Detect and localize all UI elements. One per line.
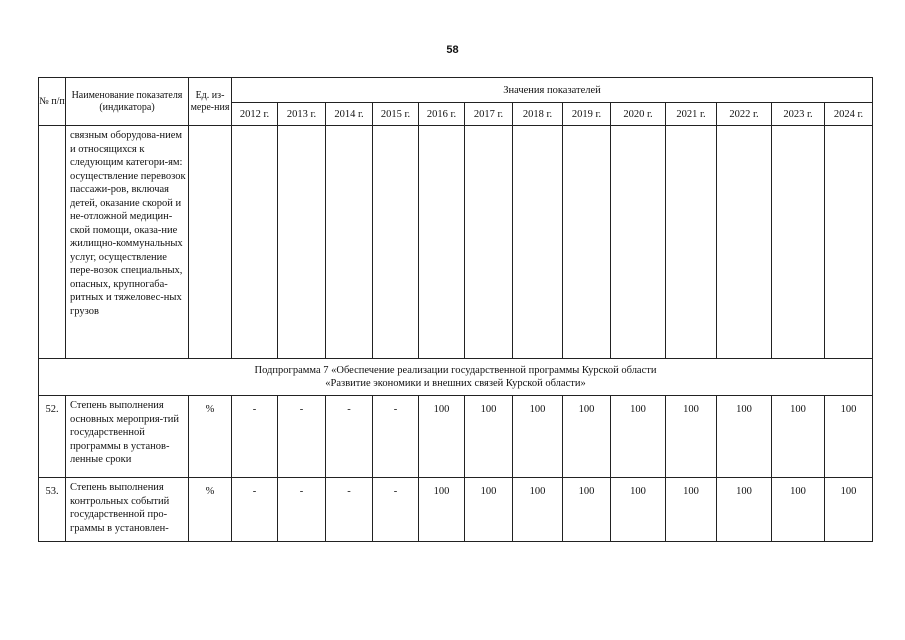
row-value: 100 bbox=[465, 396, 513, 478]
header-num: № п/п bbox=[39, 78, 66, 126]
row-name: Степень выполнения основных мероприя-тий государственной программы в установ-ленные сроки bbox=[66, 396, 189, 478]
empty-cell bbox=[419, 126, 465, 359]
continuation-name-cell: связным оборудова-нием и относящихся к следующим категори-ям: осуществление перевозок пассажи-ров, включая детей, оказание скорой и не-отложной медицин-ской помощи, оказа-ние жилищно-коммунальных услуг, осуществление пере-возок специальных, опасных, крупногаба-ритных и тяжеловес-ных грузов bbox=[66, 126, 189, 359]
subprogram-line-1: Подпрограмма 7 «Обеспечение реализации государственной программы Курской области bbox=[254, 365, 657, 376]
row-value: 100 bbox=[419, 396, 465, 478]
header-year: 2020 г. bbox=[611, 103, 666, 126]
row-unit: % bbox=[189, 478, 232, 542]
row-value: 100 bbox=[666, 478, 717, 542]
row-value: 100 bbox=[825, 396, 873, 478]
row-value: - bbox=[232, 478, 278, 542]
subprogram-heading bbox=[39, 359, 873, 396]
row-number: 52. bbox=[39, 396, 66, 478]
empty-cell bbox=[278, 126, 326, 359]
row-value: - bbox=[373, 478, 419, 542]
row-name: Степень выполнения контрольных событий государственной про-граммы в установлен- bbox=[66, 478, 189, 542]
header-values-title: Значения показателей bbox=[232, 78, 873, 103]
header-year: 2016 г. bbox=[419, 103, 465, 126]
row-number: 53. bbox=[39, 478, 66, 542]
header-year: 2015 г. bbox=[373, 103, 419, 126]
row-value: 100 bbox=[465, 478, 513, 542]
header-year: 2012 г. bbox=[232, 103, 278, 126]
empty-cell bbox=[666, 126, 717, 359]
header-name: Наименование показателя (индикатора) bbox=[66, 78, 189, 126]
row-value: 100 bbox=[513, 396, 563, 478]
header-row-top bbox=[39, 78, 873, 103]
row-value: 100 bbox=[717, 396, 772, 478]
header-year: 2022 г. bbox=[717, 103, 772, 126]
continuation-row bbox=[39, 126, 873, 359]
header-year: 2013 г. bbox=[278, 103, 326, 126]
row-value: 100 bbox=[513, 478, 563, 542]
row-value: 100 bbox=[563, 478, 611, 542]
empty-cell bbox=[717, 126, 772, 359]
empty-cell bbox=[465, 126, 513, 359]
row-value: - bbox=[278, 478, 326, 542]
header-year: 2023 г. bbox=[772, 103, 825, 126]
continuation-unit-cell bbox=[189, 126, 232, 359]
header-unit: Ед. из-мере-ния bbox=[189, 78, 232, 126]
row-value: 100 bbox=[717, 478, 772, 542]
header-year: 2017 г. bbox=[465, 103, 513, 126]
table-row bbox=[39, 396, 873, 478]
row-value: - bbox=[278, 396, 326, 478]
empty-cell bbox=[563, 126, 611, 359]
page-number: 58 bbox=[446, 44, 459, 56]
header-year: 2021 г. bbox=[666, 103, 717, 126]
row-value: 100 bbox=[611, 396, 666, 478]
empty-cell bbox=[513, 126, 563, 359]
row-value: - bbox=[326, 478, 373, 542]
header-year: 2024 г. bbox=[825, 103, 873, 126]
row-value: 100 bbox=[666, 396, 717, 478]
header-year: 2018 г. bbox=[513, 103, 563, 126]
empty-cell bbox=[232, 126, 278, 359]
empty-cell bbox=[611, 126, 666, 359]
empty-cell bbox=[772, 126, 825, 359]
row-value: 100 bbox=[611, 478, 666, 542]
table-row bbox=[39, 478, 873, 542]
row-value: 100 bbox=[772, 478, 825, 542]
empty-cell bbox=[825, 126, 873, 359]
subprogram-line-2: «Развитие экономики и внешних связей Курской области» bbox=[325, 378, 586, 389]
header-year: 2014 г. bbox=[326, 103, 373, 126]
empty-cell bbox=[373, 126, 419, 359]
indicators-table bbox=[38, 77, 873, 542]
row-value: 100 bbox=[563, 396, 611, 478]
row-value: - bbox=[373, 396, 419, 478]
row-value: 100 bbox=[825, 478, 873, 542]
row-value: 100 bbox=[772, 396, 825, 478]
continuation-num-cell bbox=[39, 126, 66, 359]
row-unit: % bbox=[189, 396, 232, 478]
header-year: 2019 г. bbox=[563, 103, 611, 126]
subprogram-row bbox=[39, 359, 873, 396]
row-value: 100 bbox=[419, 478, 465, 542]
row-value: - bbox=[326, 396, 373, 478]
row-value: - bbox=[232, 396, 278, 478]
empty-cell bbox=[326, 126, 373, 359]
